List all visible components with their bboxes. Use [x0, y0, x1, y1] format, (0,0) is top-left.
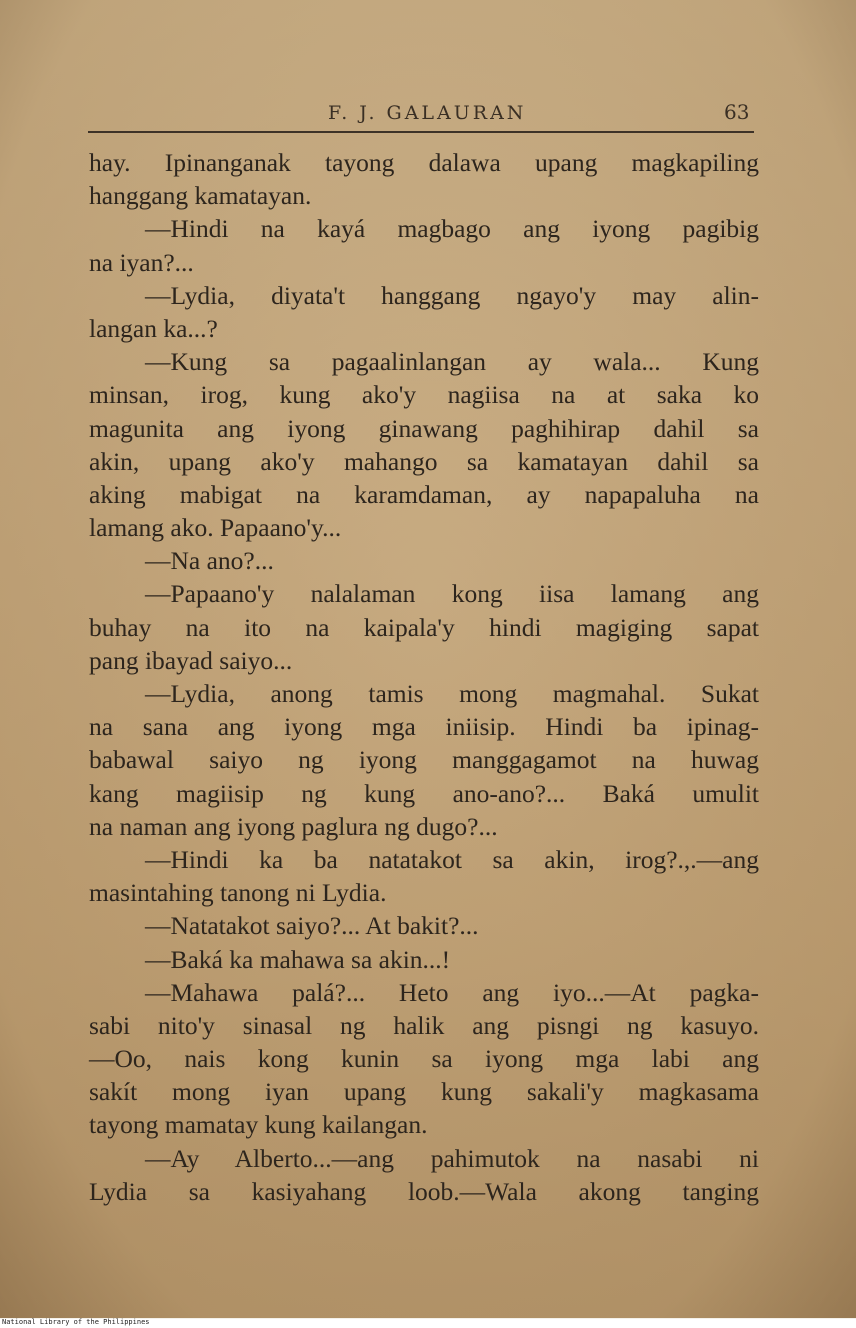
text-line: —Hindi ka ba natatakot sa akin, irog?.,.—ang	[145, 844, 759, 874]
text-line: akin, upang ako'y mahango sa kamatayan dahil sa	[89, 446, 759, 476]
text-line: minsan, irog, kung ako'y nagiisa na at saka ko	[89, 380, 759, 410]
text-line: langan ka...?	[89, 313, 218, 343]
text-line: —Papaano'y nalalaman kong iisa lamang ang	[145, 579, 759, 609]
text-line: hay. Ipinanganak tayong dalawa upang magkapiling	[89, 148, 759, 177]
text-line: —Hindi na kayá magbago ang iyong pagibig	[145, 214, 759, 244]
running-header	[0, 100, 856, 130]
text-line: —Baká ka mahawa sa akin...!	[145, 944, 451, 974]
text-line: babawal saiyo ng iyong manggagamot na huwag	[89, 745, 759, 775]
header-title: F. J. GALAURAN	[328, 102, 527, 124]
text-line: —Oo, nais kong kunin sa iyong mga labi ang	[89, 1044, 759, 1074]
text-line: masintahing tanong ni Lydia.	[89, 878, 387, 908]
text-line: na naman ang iyong paglura ng dugo?...	[89, 811, 498, 841]
header-rule	[88, 131, 754, 133]
text-line: hanggang kamatayan.	[89, 181, 312, 211]
text-line: —Lydia, diyata't hanggang ngayo'y may alin-	[145, 280, 759, 310]
text-line: sakít mong iyan upang kung sakali'y magkasama	[89, 1077, 759, 1107]
text-line: kang magiisip ng kung ano-ano?... Baká umulit	[89, 778, 759, 808]
text-line: aking mabigat na karamdaman, ay napapaluha na	[89, 479, 759, 509]
body-text	[89, 146, 759, 1208]
text-line: —Mahawa palá?... Heto ang iyo...—At pagka-	[145, 977, 759, 1007]
text-line: sabi nito'y sinasal ng halik ang pisngi ng kasuyo.	[89, 1010, 759, 1040]
footer-credit	[0, 1319, 856, 1328]
text-line: na sana ang iyong mga iniisip. Hindi ba ipinag-	[89, 712, 759, 742]
text-line: buhay na ito na kaipala'y hindi magiging sapat	[89, 612, 759, 642]
text-line: na iyan?...	[89, 247, 194, 277]
text-line: magunita ang iyong ginawang paghihirap dahil sa	[89, 413, 759, 443]
text-line: —Kung sa pagaalinlangan ay wala... Kung	[145, 347, 759, 377]
text-line: —Natatakot saiyo?... At bakit?...	[145, 911, 479, 941]
text-line: —Na ano?...	[145, 546, 274, 576]
text-line: pang ibayad saiyo...	[89, 645, 293, 675]
text-line: —Ay Alberto...—ang pahimutok na nasabi ni	[145, 1143, 759, 1173]
text-line: Lydia sa kasiyahang loob.—Wala akong tanging	[89, 1176, 759, 1206]
text-line: tayong mamatay kung kailangan.	[89, 1110, 428, 1140]
page-number: 63	[724, 100, 750, 124]
text-line: lamang ako. Papaano'y...	[89, 513, 342, 543]
text-line: —Lydia, anong tamis mong magmahal. Sukat	[145, 679, 759, 708]
credit-text: National Library of the Philippines	[2, 1318, 150, 1326]
